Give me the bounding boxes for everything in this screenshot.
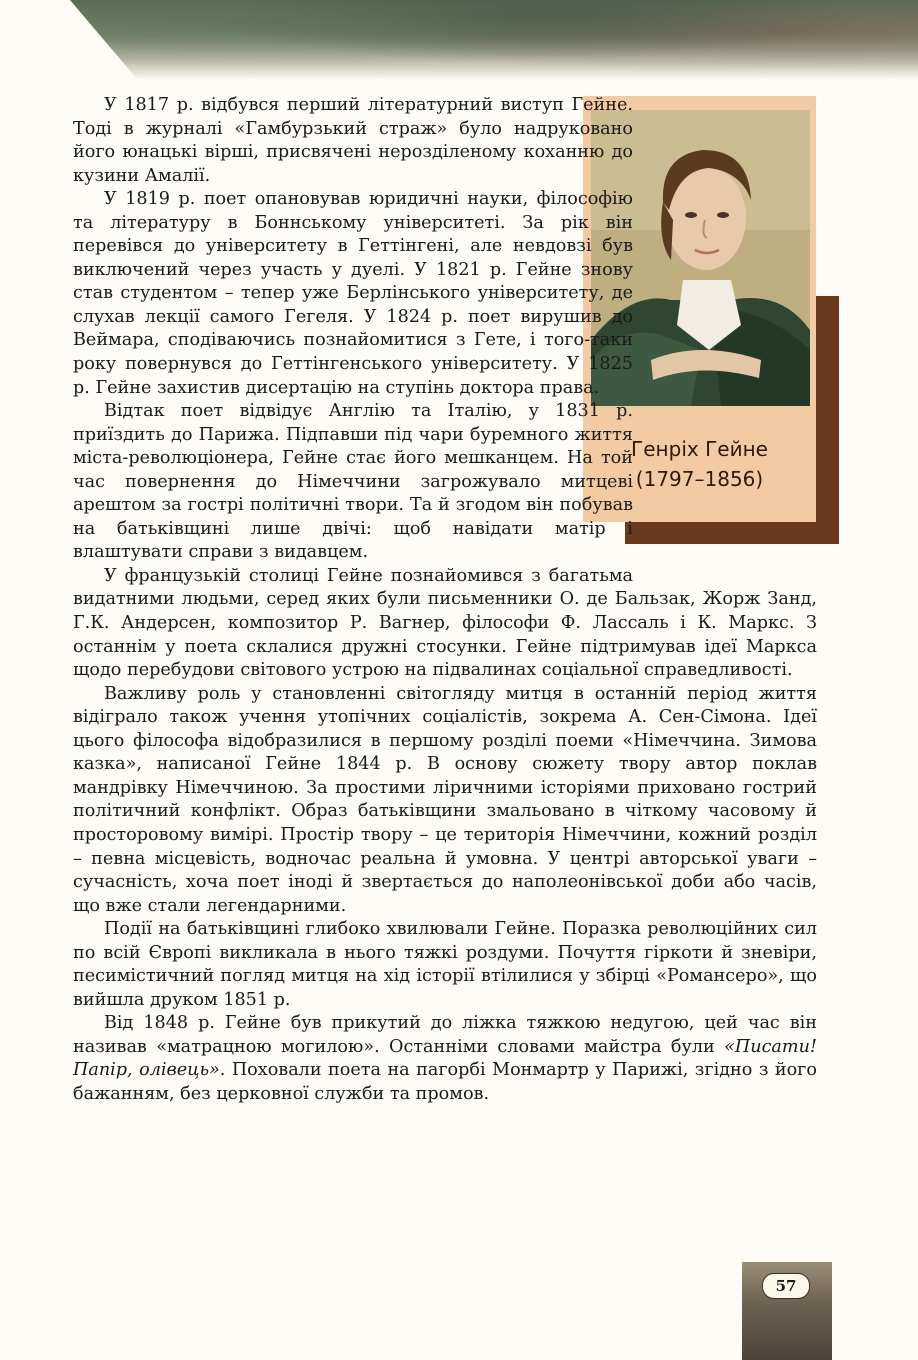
paragraph-1: У 1817 р. відбувся перший літературний виступ Гейне. Тоді в журналі «Гамбурзький страж» було надруковано його юнацькі вірші, присвячені нерозділеному коханню до кузини Амалії. [73, 95, 633, 186]
decorative-header-painting [70, 0, 918, 80]
paragraph-7-start: Від 1848 р. Гейне був прикутий до ліжка тяжкою недугою, цей час він називав «матрацною могилою». Останніми словами майстра були [73, 1013, 817, 1057]
paragraph-3: Відтак поет відвідує Англію та Італію, у 1831 р. приїздить до Парижа. Підпавши під чари буремного життя міста-революціонера, Гейне стає його мешканцем. На той час повернення до Німеччини загрожувало митцеві арештом за гострі політичні твори. Та й згодом він побував на батьківщині лише двічі: щоб навідати матір і влаштувати справи з видавцем. [73, 401, 633, 563]
portrait-caption-years: (1797–1856) [635, 467, 764, 491]
paragraph-5: Важливу роль у становленні світогляду митця в останній період життя відіграло також учення утопічних соціалістів, зокрема А. Сен-Сімона. Ідеї цього філософа відобразилися в першому розділі поеми «Німеччина. Зимова казка», написаної Гейне 1844 р. В основу сюжету твору автор поклав мандрівку Німеччиною. За простими ліричними історіями приховано гострий політичний конфлікт. Образ батьківщини змальовано в чіткому часовому й просторовому вимірі. Простір твору – це територія Німеччини, кожний розділ – певна місцевість, водночас реальна й умовна. У центрі авторської уваги – сучасність, хоча поет іноді й звертається до наполеонівської доби або часів, що вже стали легендарними. [73, 683, 817, 916]
portrait-caption-name: Генріх Гейне [631, 437, 768, 461]
paragraph-7-end: . Поховали поета на пагорбі Монмартр у Парижі, згідно з його бажанням, без церковної служби та промов. [73, 1060, 817, 1104]
article-body [73, 94, 817, 1107]
portrait-space [633, 94, 817, 577]
paragraph-7 [73, 1012, 817, 1106]
paragraph-2: У 1819 р. поет опановував юридичні науки, філософію та літературу в Боннському університеті. За рік він перевівся до університету в Геттінгені, але невдовзі був виключений через участь у дуелі. У 1821 р. Гейне знову став студентом – тепер уже Берлінського університету, де слухав лекції самого Гегеля. У 1824 р. поет вирушив до Веймара, сподіваючись познайомитися з Гете, і того-таки року повернувся до Геттінгенського університету. У 1825 р. Гейне захистив дисертацію на ступінь доктора права. [73, 189, 633, 398]
last-words-quote: «Писати! Папір, олівець» [73, 1036, 817, 1081]
paragraph-4: У французькій столиці Гейне познайомився з багатьма видатними людьми, серед яких були письменники О. де Бальзак, Жорж Занд, Г.К. Андерсен, композитор Р. Вагнер, філософи Ф. Лассаль і К. Маркс. З останнім у поета склалися дружні стосунки. Гейне підтримував ідеї Маркса щодо перебудови світового устрою на підвалинах соціальної справедливості. [73, 565, 817, 681]
paragraph-6: Події на батьківщині глибоко хвилювали Гейне. Поразка революційних сил по всій Європі викликала в нього тяжкі роздуми. Почуття гіркоти й зневіри, песимістичний погляд митця на хід історії втілилися у збірці «Романсеро», що вийшла друком 1851 р. [73, 919, 817, 1010]
page-number: 57 [762, 1273, 810, 1299]
